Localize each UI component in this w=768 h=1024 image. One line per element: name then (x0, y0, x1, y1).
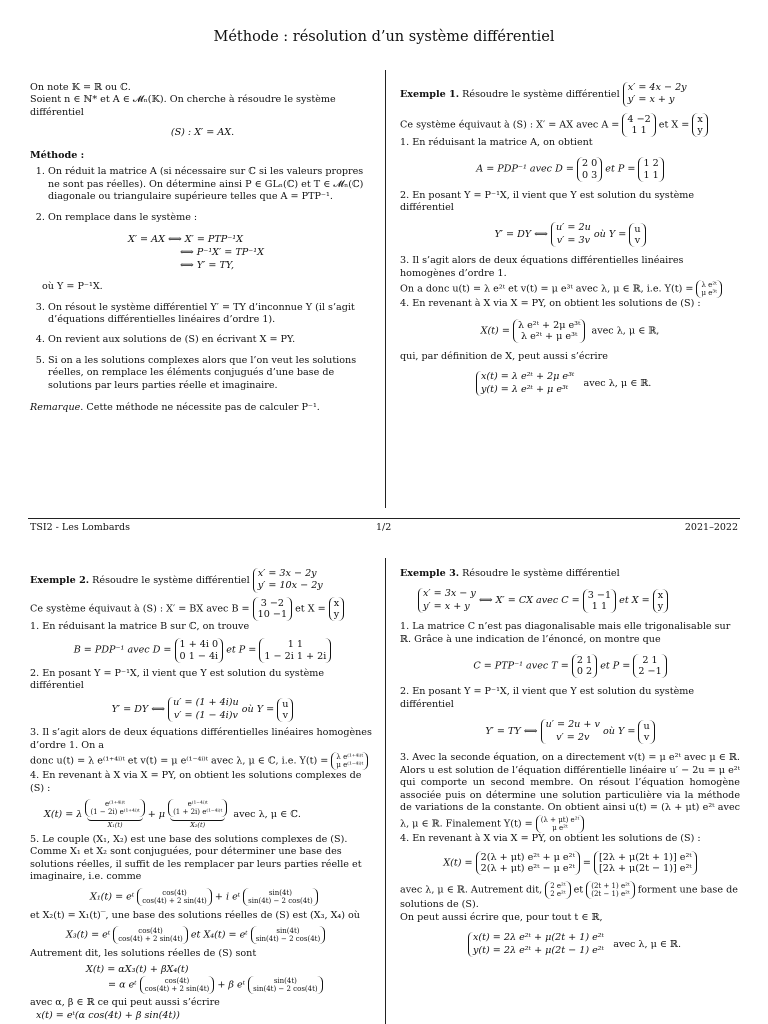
ex3-yt-row-2: μ e²ᵗ (552, 823, 568, 832)
ex3-step-3-text: 3. Avec la seconde équation, on a directement v(t) = μ e²ᵗ avec μ ∈ ℝ. Alors u est solution de l’équation différentielle linéaire u′ − 2u = μ e²ᵗ qui comporte un second membre. On résout l’équation homogène associée puis on détermine une solution particulière via la méthode de variations de la constante. On obtient ainsi u(t) = (λ + μt) e²ᵗ avec λ, μ ∈ ℝ. Finalement Y(t) = (400, 752, 740, 830)
ex2-plus-i: + i eᵗ (214, 891, 241, 903)
ex1-final-cond: avec λ, μ ∈ ℝ. (583, 378, 652, 390)
ex3-x-row-1: x (657, 589, 664, 601)
ex3-xt2-row-1: [2λ + μ(2t + 1)] e²ᵗ (598, 852, 692, 864)
ex2-d-row-1: 1 + 4i 0 (179, 639, 219, 651)
ex2-step-5d: avec α, β ∈ ℝ ce qui peut aussi s’écrire (30, 997, 220, 1009)
ex1-statement (400, 82, 740, 107)
ex3-yt-row-1: (λ + μt) e²ᵗ (540, 815, 580, 824)
footer-page-number: 1/2 (376, 522, 392, 533)
ex2-step-1: 1. En réduisant la matrice B sur ℂ, on trouve (30, 621, 250, 632)
ex2-and-x: et X = (295, 603, 326, 615)
ex3-final-system (468, 932, 604, 957)
ex3-uv-row-2: v′ = 2v (556, 731, 590, 743)
ex1-step-2: 2. En posant Y = P⁻¹X, il vient que Y est solution du système différentiel (400, 189, 695, 213)
ex3-step-6: On peut aussi écrire que, pour tout t ∈ ℝ, (400, 911, 603, 923)
ex2-matrix-p (259, 638, 331, 662)
ex3-yt-vector (536, 815, 584, 833)
equiv-line-2: ⟺ P⁻¹X′ = TP⁻¹X (180, 247, 264, 259)
ex2-step-5b: et X₂(t) = X₁(t)‾, une base des solutions réelles de (S) est (X₃, X₄) où (30, 909, 360, 921)
ex3-vector-y (638, 720, 654, 744)
ex3-basis-1-row-1: 2 e²ᵗ (550, 882, 566, 891)
ex2-x1t-text: X₁(t) = eᵗ (90, 891, 135, 903)
ex3-system-row-2: y′ = x + y (423, 600, 470, 612)
remark-text: Cette méthode ne nécessite pas de calculer P⁻¹. (86, 402, 320, 414)
ex3-xt2-vector (594, 851, 697, 875)
ex1-y-row-1: u (634, 223, 641, 235)
ex2-yt-row-2: μ e⁽¹⁻⁴ⁱ⁾ᵗ (336, 761, 364, 770)
ex3-and-p: et P = (600, 660, 631, 672)
ex1-xt-row-1: λ e²ᵗ + 2μ e³ᵗ (517, 319, 581, 331)
ex3-p-row-2: 2 −1 (638, 666, 662, 678)
ex3-basis-2 (586, 881, 634, 899)
ex2-x3-row-2: cos(4t) + 2 sin(4t) (118, 935, 183, 944)
column-divider-top (385, 70, 386, 508)
ex2-xexp (86, 976, 375, 994)
ex3-step-5 (400, 881, 740, 912)
ex1-p-row-1: 1 2 (643, 158, 659, 170)
system-s: (S) : X′ = AX. (170, 127, 235, 139)
ex3-statement (400, 568, 740, 580)
ex2-ou-y: où Y = (241, 704, 275, 716)
ex1-final (476, 371, 740, 396)
ex3-xt (400, 851, 740, 875)
ex3-uv-system (541, 719, 600, 744)
ex1-xt (400, 319, 740, 343)
ex2-im-row-2: sin(4t) − 2 cos(4t) (248, 896, 313, 905)
ex1-yt-row-1: λ e²ᵗ (701, 281, 717, 290)
ex3-ptp (400, 654, 740, 678)
ex2-x4-row-1: sin(4t) (276, 927, 300, 936)
ex2-step-3b (30, 752, 375, 770)
remark (30, 402, 375, 414)
ex2-x3-row-1: cos(4t) (138, 927, 163, 936)
ex1-yt-row-2: μ e³ᵗ (701, 289, 717, 298)
ex3-vector-x (653, 589, 668, 613)
remark-label: Remarque. (30, 402, 84, 414)
ex1-vector-y (629, 223, 645, 247)
method-steps (30, 166, 375, 392)
ex2-statement-text: Résoudre le système différentiel (92, 574, 250, 586)
method-step-1: 1. On réduit la matrice A (si nécessaire sur ℂ si les valeurs propres ne sont pas réelles). On détermine ainsi P ∈ GLₙ(ℂ) et T ∈ 𝓜ₙ(ℂ) diagonale ou triangulaire supérieure telles que A = PTP⁻¹. (48, 166, 375, 203)
ex1-d-row-1: 2 0 (581, 158, 598, 170)
ex1-step-5: qui, par définition de X, peut aussi s’écrire (400, 350, 608, 362)
ex1-d-row-2: 0 3 (581, 169, 598, 181)
ex2-x3t-text: X₃(t) = eᵗ (66, 929, 111, 941)
ex2-label: Exemple 2. (30, 574, 90, 586)
method-step-3: 3. On résout le système différentiel Y′ = TY d’inconnue Y (il s’agit d’équations différentielles linéaires d’ordre 1). (48, 302, 375, 327)
ex2-re-vector (137, 888, 212, 906)
ex3-final-row-1: x(t) = 2λ e²ᵗ + μ(2t + 1) e²ᵗ (473, 932, 605, 944)
ex1-x-row-1: x (697, 113, 703, 125)
equiv-line-1: X′ = AX ⟺ X′ = PTP⁻¹X (128, 234, 243, 246)
equiv-line-3: ⟺ Y′ = TY, (180, 260, 234, 272)
method-step-2-equations (128, 234, 375, 273)
ex2-system-row-2: y′ = 10x − 2y (257, 580, 323, 592)
ex3-y-row-2: v (643, 731, 650, 743)
ex1-step-3b-text: On a donc u(t) = λ e²ᵗ et v(t) = μ e³ᵗ avec λ, μ ∈ ℝ, i.e. Y(t) = (400, 283, 694, 295)
ex2-ydy-text: Y′ = DY ⟺ (111, 704, 166, 716)
ex2-im-row-1: sin(4t) (268, 888, 292, 897)
ex2-x-row-2: y (333, 608, 340, 620)
ex1-ou-y: où Y = (593, 229, 627, 241)
ex1-a-row-2: 1 1 (631, 124, 647, 136)
ex2-x1-row-2: (1 − 2i) e⁽¹⁺⁴ⁱ⁾ᵗ (90, 808, 140, 817)
ex2-re-row-2: cos(4t) + 2 sin(4t) (142, 896, 207, 905)
ex3-c-row-2: 1 1 (591, 600, 608, 612)
ex2-xt (44, 799, 375, 830)
ex1-step-3a: 3. Il s’agit alors de deux équations différentielles linéaires homogènes d’ordre 1. (400, 255, 684, 279)
ex1-system-row-1: x′ = 4x − 2y (627, 82, 687, 93)
example-3 (400, 568, 740, 957)
ex1-yt-vector (696, 280, 721, 298)
ex2-xexp-1-row-1: cos(4t) (164, 977, 190, 986)
ex3-label: Exemple 3. (400, 568, 460, 579)
ex2-im-vector (243, 888, 318, 906)
ex3-uv-row-1: u′ = 2u + v (545, 719, 600, 731)
ex2-x2-row-1: e⁽¹⁻⁴ⁱ⁾ᵗ (187, 800, 208, 809)
ex1-label: Exemple 1. (400, 88, 460, 100)
ex2-step-3b-text: donc u(t) = λ e⁽¹⁺⁴ⁱ⁾ᵗ et v(t) = μ e⁽¹⁻⁴ⁱ⁾ᵗ avec λ, μ ∈ ℂ, i.e. Y(t) = (30, 755, 329, 767)
ex1-final-row-1: x(t) = λ e²ᵗ + 2μ e³ᵗ (481, 371, 575, 383)
ex2-x1-brace (85, 799, 144, 830)
ex3-final-cond: avec λ, μ ∈ ℝ. (613, 939, 682, 951)
method-heading (30, 150, 375, 162)
ex2-x4-row-2: sin(4t) − 2 cos(4t) (255, 935, 321, 944)
ex2-x4-vector (251, 926, 326, 944)
ex2-uv-row-2: v′ = (1 − 4i)v (173, 709, 238, 721)
ex2-xexp-2-row-1: sin(4t) (273, 977, 297, 986)
ex2-xexp-text: = α eᵗ (108, 979, 137, 991)
ex1-xt-cond: avec λ, μ ∈ ℝ, (591, 325, 660, 337)
ex2-xsum: X(t) = αX₃(t) + βX₄(t) (86, 963, 189, 975)
ex2-ydy (30, 697, 375, 722)
footer-right: 2021–2022 (684, 522, 738, 533)
ex1-and-p: et P = (605, 164, 636, 175)
method-heading-text: Méthode : (30, 149, 85, 161)
ex1-matrix-a (622, 113, 655, 137)
ex3-system (418, 588, 476, 613)
ex3-yty-text: Y′ = TY ⟺ (485, 726, 538, 738)
ex2-vector-y (277, 698, 293, 722)
intro-line-1: On note 𝕂 = ℝ ou ℂ. (30, 82, 131, 93)
ex3-xt-vector (476, 851, 580, 875)
ex3-step-5-end: forment une base de solutions de (S). (400, 884, 738, 911)
ex2-p-row-1: 1 1 (287, 639, 303, 651)
page-title: Méthode : résolution d’un système différentiel (213, 29, 555, 45)
ex2-vector-x (329, 597, 344, 621)
ex1-xt-text: X(t) = (480, 325, 510, 337)
ex3-step-3 (400, 752, 740, 832)
example-1 (400, 82, 740, 396)
ex1-x-row-2: y (697, 124, 703, 136)
ex3-system-row-1: x′ = 3x − y (423, 588, 476, 600)
ex1-pdp-text: A = PDP⁻¹ avec D = (476, 164, 574, 175)
ex2-pdp-text: B = PDP⁻¹ avec D = (73, 645, 172, 656)
ex2-equiv (30, 597, 375, 621)
ex2-real-solution (86, 964, 375, 995)
ex2-pdp (30, 638, 375, 662)
ex3-step-5-and: et (573, 884, 584, 896)
ex2-x1-vector (85, 799, 144, 817)
ex2-b-row-2: 10 −1 (257, 608, 288, 620)
ex3-xt-equals: = (582, 857, 591, 869)
method-column (30, 82, 375, 415)
ex2-xexp-vector-1 (140, 976, 215, 994)
ex3-xt-row-1: 2(λ + μt) e²ᵗ + μ e²ᵗ (480, 852, 575, 864)
ex1-uv-system (551, 222, 591, 247)
ex3-xt-row-2: 2(λ + μt) e²ᵗ − μ e²ᵗ (480, 863, 575, 875)
method-step-5: 5. Si on a les solutions complexes alors que l’on veut les solutions réelles, on remplace les éléments conjugués d’une base de solutions par leurs parties réelle et imaginaire. (48, 355, 375, 392)
ex2-plus-beta: + β eᵗ (217, 979, 246, 991)
method-step-2-text: On remplace dans le système : (48, 211, 198, 223)
ex3-ou-y: où Y = (602, 726, 636, 738)
footer-left: TSI2 - Les Lombards (30, 522, 130, 533)
ex2-uv-row-1: u′ = (1 + 4i)u (173, 697, 239, 709)
ex1-system (623, 82, 687, 107)
ex2-x2-row-2: (1 + 2i) e⁽¹⁻⁴ⁱ⁾ᵗ (173, 808, 223, 817)
page-separator (28, 518, 740, 519)
ex3-basis-2-row-1: (2t + 1) e²ᵗ (591, 882, 630, 891)
ex1-a-row-1: 4 −2 (627, 113, 651, 125)
ex2-xexp-2-row-2: sin(4t) − 2 cos(4t) (253, 985, 318, 994)
ex1-and-x: et X = (658, 119, 690, 131)
ex1-uv-row-2: v′ = 3v (556, 234, 591, 246)
ex2-x3x4 (66, 926, 375, 944)
ex1-system-row-2: y′ = x + y (627, 94, 675, 106)
method-step-2-where: où Y = P⁻¹X. (42, 281, 103, 293)
ex3-p-row-1: 2 1 (642, 655, 658, 667)
ex3-t-row-2: 0 2 (576, 666, 593, 678)
ex2-b-row-1: 3 −2 (260, 597, 284, 609)
method-step-2 (42, 211, 375, 294)
ex3-step-4: 4. En revenant à X via X = PY, on obtient les solutions de (S) : (400, 832, 701, 844)
ex1-final-row-2: y(t) = λ e²ᵗ + μ e³ᵗ (481, 383, 569, 395)
ex1-final-system (476, 371, 574, 396)
ex2-statement (30, 568, 375, 593)
ex3-y-row-1: u (643, 720, 650, 732)
ex1-pdp (400, 157, 740, 181)
ex3-basis-1 (545, 881, 570, 899)
ex3-matrix-p (633, 654, 666, 678)
ex2-xt-text: X(t) = λ (44, 809, 83, 821)
ex2-matrix-b (253, 597, 292, 621)
ex2-xt-cond: avec λ, μ ∈ ℂ. (233, 809, 301, 821)
ex2-x1-label: X₁(t) (107, 821, 123, 830)
ex3-t-row-1: 2 1 (576, 655, 593, 667)
ex2-and-x4: et X₄(t) = eᵗ (190, 929, 248, 941)
ex3-c-row-1: 3 −1 (587, 589, 612, 601)
ex1-matrix-p (638, 157, 663, 181)
ex1-xt-vector (513, 319, 585, 343)
ex2-matrix-d (175, 638, 224, 662)
ex2-x3-vector (113, 926, 188, 944)
ex3-basis-2-row-2: (2t − 1) e²ᵗ (591, 890, 630, 899)
ex2-x-row-1: x (333, 597, 340, 609)
ex1-statement-text: Résoudre le système différentiel (462, 88, 620, 100)
ex3-and-x: et X = (619, 595, 650, 607)
ex3-equiv-text: ⟺ X′ = CX avec C = (478, 595, 580, 607)
ex3-final (468, 932, 740, 957)
ex1-equiv (400, 113, 740, 137)
ex1-step-4: 4. En revenant à X via X = PY, on obtient les solutions de (S) : (400, 298, 701, 310)
ex2-step-4: 4. En revenant à X via X = PY, on obtient les solutions complexes de (S) : (30, 770, 362, 794)
ex1-step-3b (400, 280, 740, 298)
ex2-last-line: x(t) = eᵗ(α cos(4t) + β sin(4t)) (36, 1009, 180, 1021)
ex3-yty (400, 719, 740, 744)
ex2-equiv-text: Ce système équivaut à (S) : X′ = BX avec B = (30, 603, 250, 615)
ex3-step-1: 1. La matrice C n’est pas diagonalisable mais elle trigonalisable sur ℝ. Grâce à une indication de l’énoncé, on montre que (400, 621, 731, 645)
ex1-p-row-2: 1 1 (643, 169, 659, 181)
ex2-p-row-2: 1 − 2i 1 + 2i (264, 650, 327, 662)
ex2-step-2: 2. En posant Y = P⁻¹X, il vient que Y est solution du système différentiel (30, 667, 325, 691)
ex3-x-row-2: y (657, 600, 664, 612)
ex2-y-row-2: v (282, 709, 289, 721)
ex2-step-5a: 5. Le couple (X₁, X₂) est une base des solutions complexes de (S). Comme X₁ et X₂ sont conjuguées, pour déterminer une base des solutions réelles, il suffit de les remplacer par leurs parties réelle et imaginaire, i.e. comme (30, 833, 362, 883)
ex2-re-row-1: cos(4t) (162, 888, 187, 897)
ex3-ptp-text: C = PTP⁻¹ avec T = (473, 660, 569, 672)
ex3-xt-text: X(t) = (443, 857, 473, 869)
ex2-d-row-2: 0 1 − 4i (179, 650, 219, 662)
ex2-uv-system (168, 697, 239, 722)
ex2-yt-row-1: λ e⁽¹⁺⁴ⁱ⁾ᵗ (336, 753, 364, 762)
ex1-xt-row-2: λ e²ᵗ + μ e³ᵗ (520, 330, 578, 342)
ex2-plus-mu: + μ (147, 809, 166, 821)
ex2-x2-label: X₂(t) (190, 821, 206, 830)
ex1-ydy (400, 222, 740, 247)
ex2-x2-brace (168, 799, 227, 830)
ex2-step-3a: 3. Il s’agit alors de deux équations différentielles linéaires homogènes d’ordre 1. On a (30, 727, 372, 751)
ex3-matrix-t (572, 654, 597, 678)
ex2-y-row-1: u (282, 698, 289, 710)
ex3-matrix-c (583, 589, 616, 613)
ex1-ydy-text: Y′ = DY ⟺ (494, 229, 548, 241)
ex2-system (253, 568, 323, 593)
ex1-step-1: 1. En réduisant la matrice A, on obtient (400, 137, 593, 148)
ex2-system-row-1: x′ = 3x − 2y (257, 568, 317, 579)
ex2-yt-vector (331, 752, 368, 770)
ex3-step-5-text: avec λ, μ ∈ ℝ. Autrement dit, (400, 884, 543, 896)
ex1-equiv-text: Ce système équivaut à (S) : X′ = AX avec A = (400, 119, 620, 131)
ex2-and-p: et P = (226, 645, 257, 656)
column-divider-bottom (385, 558, 386, 1024)
ex2-x2-vector (168, 799, 227, 817)
example-2 (30, 568, 375, 1022)
ex2-step-5c: Autrement dit, les solutions réelles de (S) sont (30, 948, 257, 960)
ex1-vector-x (692, 113, 707, 137)
ex2-x1-row-1: e⁽¹⁺⁴ⁱ⁾ᵗ (105, 800, 126, 809)
method-step-4: 4. On revient aux solutions de (S) en écrivant X = PY. (48, 334, 375, 346)
intro-line-2: Soient n ∈ ℕ* et A ∈ 𝓜ₙ(𝕂). On cherche à résoudre le système différentiel (30, 94, 336, 118)
ex3-final-row-2: y(t) = 2λ e²ᵗ + μ(2t − 1) e²ᵗ (473, 944, 605, 956)
ex3-step-2: 2. En posant Y = P⁻¹X, il vient que Y est solution du système différentiel (400, 686, 695, 710)
ex3-xt2-row-2: [2λ + μ(2t − 1)] e²ᵗ (598, 863, 692, 875)
ex2-xexp-1-row-2: cos(4t) + 2 sin(4t) (144, 985, 210, 994)
ex1-matrix-d (577, 157, 602, 181)
ex2-xexp-vector-2 (248, 976, 323, 994)
ex1-y-row-2: v (634, 234, 641, 246)
ex3-statement-text: Résoudre le système différentiel (462, 568, 620, 579)
ex3-basis-1-row-2: 2 e²ᵗ (550, 890, 566, 899)
ex3-equiv (418, 588, 740, 613)
ex2-x1t (90, 888, 375, 906)
ex1-uv-row-1: u′ = 2u (556, 222, 591, 234)
